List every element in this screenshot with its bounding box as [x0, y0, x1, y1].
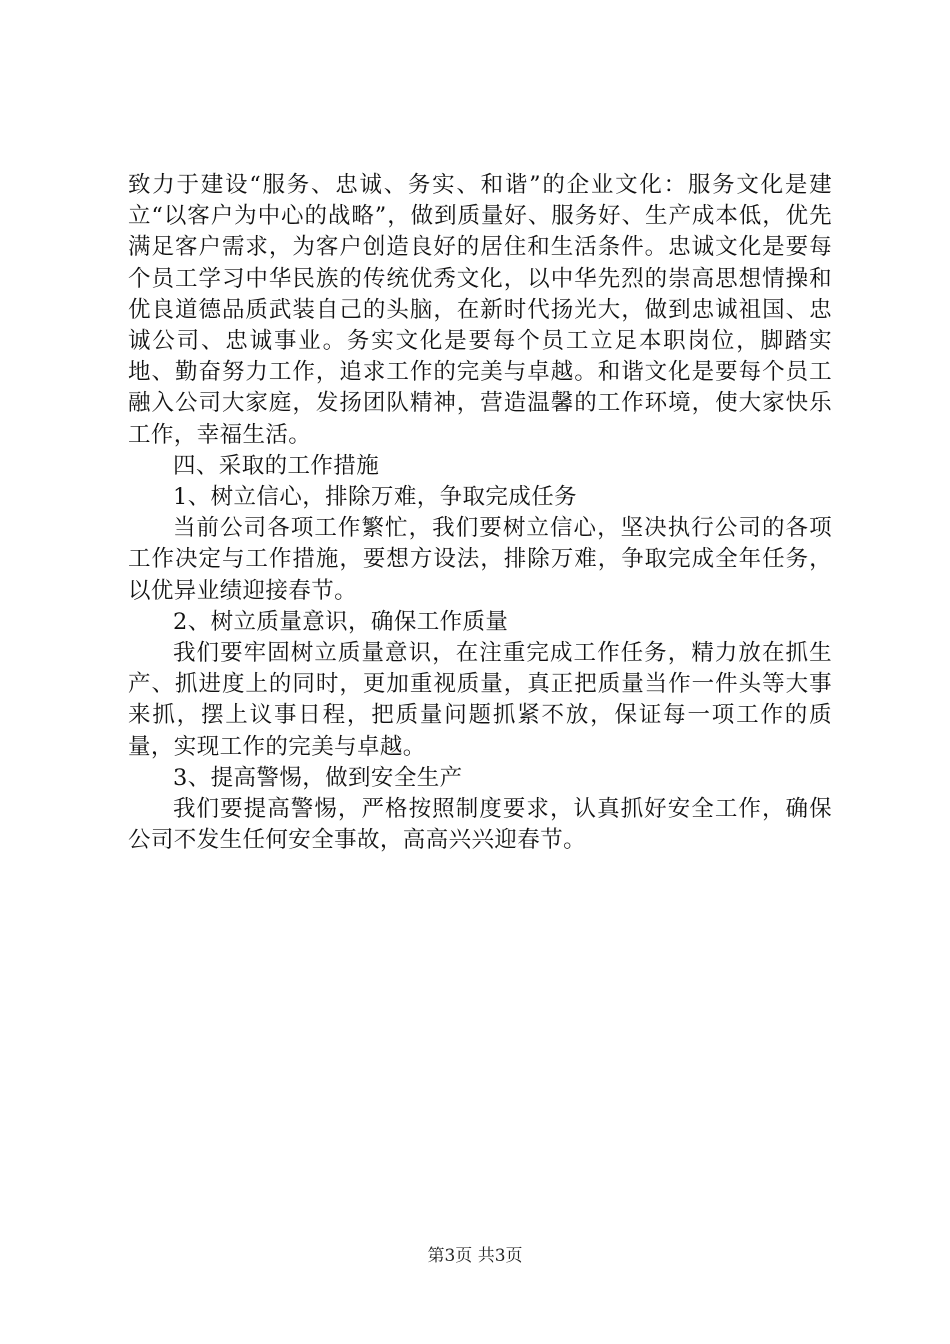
paragraph-corporate-culture: 致力于建设“服务、忠诚、务实、和谐”的企业文化：服务文化是建立“以客户为中心的战略”，做到质量好、服务好、生产成本低，优先满足客户需求，为客户创造良好的居住和生活条件。忠诚文化是要每个员工学习中华民族的传统优秀文化，以中华先烈的崇高思想情操和优良道德品质武装自己的头脑，在新时代扬光大，做到忠诚祖国、忠诚公司、忠诚事业。务实文化是要每个员工立足本职岗位，脚踏实地、勤奋努力工作，追求工作的完美与卓越。和谐文化是要每个员工融入公司大家庭，发扬团队精神，营造温馨的工作环境，使大家快乐工作，幸福生活。: [128, 172, 832, 448]
section-heading-work-measures: 四、采取的工作措施: [173, 452, 380, 479]
page-footer: [0, 1244, 950, 1268]
paragraph-confidence: 当前公司各项工作繁忙，我们要树立信心，坚决执行公司的各项工作决定与工作措施，要想方设法，排除万难，争取完成全年任务，以优异业绩迎接春节。: [128, 515, 832, 604]
paragraph-safety: 我们要提高警惕，严格按照制度要求，认真抓好安全工作，确保公司不发生任何安全事故，高高兴兴迎春节。: [128, 796, 832, 854]
subheading-confidence: 1、树立信心，排除万难，争取完成任务: [173, 484, 578, 511]
page-number-label: 第3页 共3页: [427, 1246, 523, 1266]
paragraph-quality: 我们要牢固树立质量意识，在注重完成工作任务，精力放在抓生产、抓进度上的同时，更加重视质量，真正把质量当作一件头等大事来抓，摆上议事日程，把质量问题抓紧不放，保证每一项工作的质量，实现工作的完美与卓越。: [128, 640, 832, 760]
subheading-safety: 3、提高警惕，做到安全生产: [173, 764, 463, 791]
subheading-quality: 2、树立质量意识，确保工作质量: [173, 608, 509, 635]
document-body: [128, 170, 832, 856]
